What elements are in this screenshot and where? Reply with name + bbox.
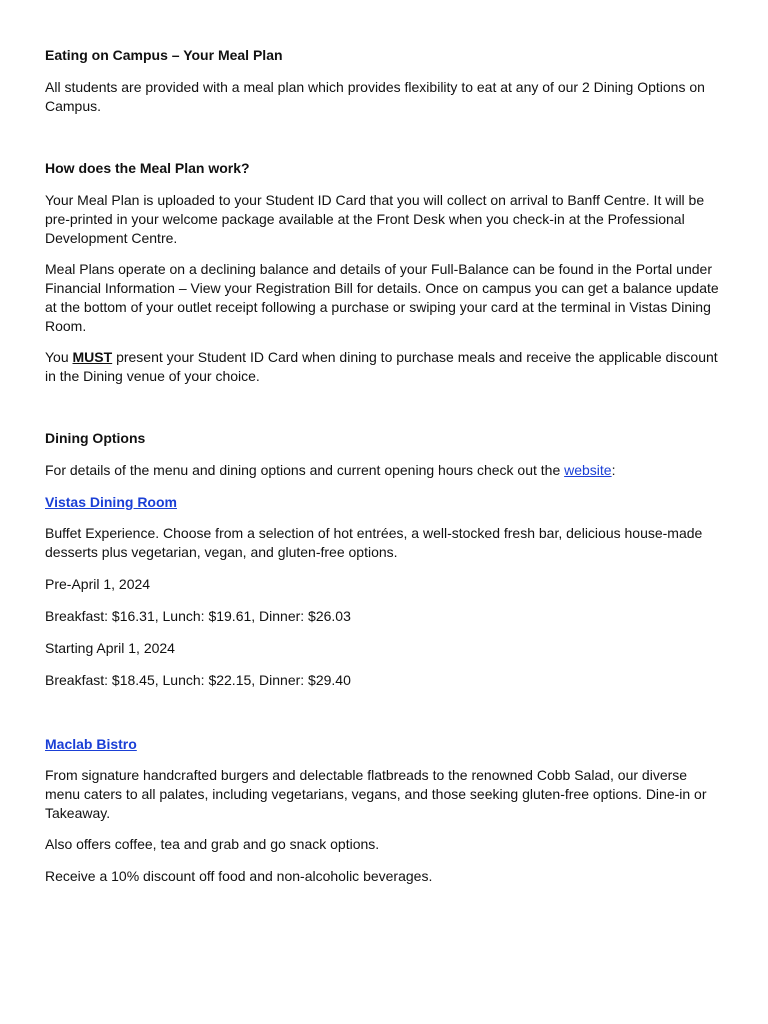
maclab-discount: Receive a 10% discount off food and non-alcoholic beverages. xyxy=(45,868,433,884)
maclab-coffee: Also offers coffee, tea and grab and go snack options. xyxy=(45,836,380,852)
vistas-pre-prices: Breakfast: $16.31, Lunch: $19.61, Dinner: $26.03 xyxy=(45,608,351,624)
how-meal-plan-heading: How does the Meal Plan work? xyxy=(45,160,250,176)
document-page xyxy=(45,46,725,886)
vistas-dining-room-link[interactable]: Vistas Dining Room xyxy=(45,494,177,510)
must-emphasis: MUST xyxy=(72,349,113,365)
vistas-title xyxy=(45,493,725,512)
maclab-description: From signature handcrafted burgers and delectable flatbreads to the renowned Cobb Salad, our diverse menu caters to all palates, including vegetarians, vegans, and those seeking gluten-free options. Dine-in or Takeaway. xyxy=(45,767,707,821)
vistas-pre-label: Pre-April 1, 2024 xyxy=(45,576,151,592)
must-suffix: present your Student ID Card when dining to purchase meals and receive the applicable discount in the Dining venue of your choice. xyxy=(45,349,718,384)
meal-plan-intro: All students are provided with a meal plan which provides flexibility to eat at any of our 2 Dining Options on Campus. xyxy=(45,79,705,114)
how-paragraph-1: Your Meal Plan is uploaded to your Student ID Card that you will collect on arrival to Banff Centre. It will be pre-printed in your welcome package available at the Front Desk when you check-in at the Professional Development Centre. xyxy=(45,192,705,246)
dining-details-text: For details of the menu and dining options and current opening hours check out the xyxy=(45,462,565,478)
maclab-bistro-link[interactable]: Maclab Bistro xyxy=(45,736,137,752)
meal-plan-heading: Eating on Campus – Your Meal Plan xyxy=(45,47,283,63)
website-link[interactable]: website xyxy=(564,462,612,478)
vistas-start-label: Starting April 1, 2024 xyxy=(45,640,175,656)
dining-details xyxy=(45,461,725,480)
dining-options-heading: Dining Options xyxy=(45,430,146,446)
vistas-description: Buffet Experience. Choose from a selection of hot entrées, a well-stocked fresh bar, delicious house-made desserts plus vegetarian, vegan, and gluten-free options. xyxy=(45,525,703,560)
how-paragraph-3 xyxy=(45,348,725,386)
how-paragraph-2: Meal Plans operate on a declining balance and details of your Full-Balance can be found in the Portal under Financial Information – View your Registration Bill for details. Once on campus you can get a balance update at the bottom of your outlet receipt following a purchase or swiping your card at the terminal in Vistas Dining Room. xyxy=(45,261,719,334)
dining-details-colon: : xyxy=(611,462,616,478)
vistas-start-prices: Breakfast: $18.45, Lunch: $22.15, Dinner: $29.40 xyxy=(45,672,351,688)
must-prefix: You xyxy=(45,349,73,365)
maclab-title xyxy=(45,735,725,754)
